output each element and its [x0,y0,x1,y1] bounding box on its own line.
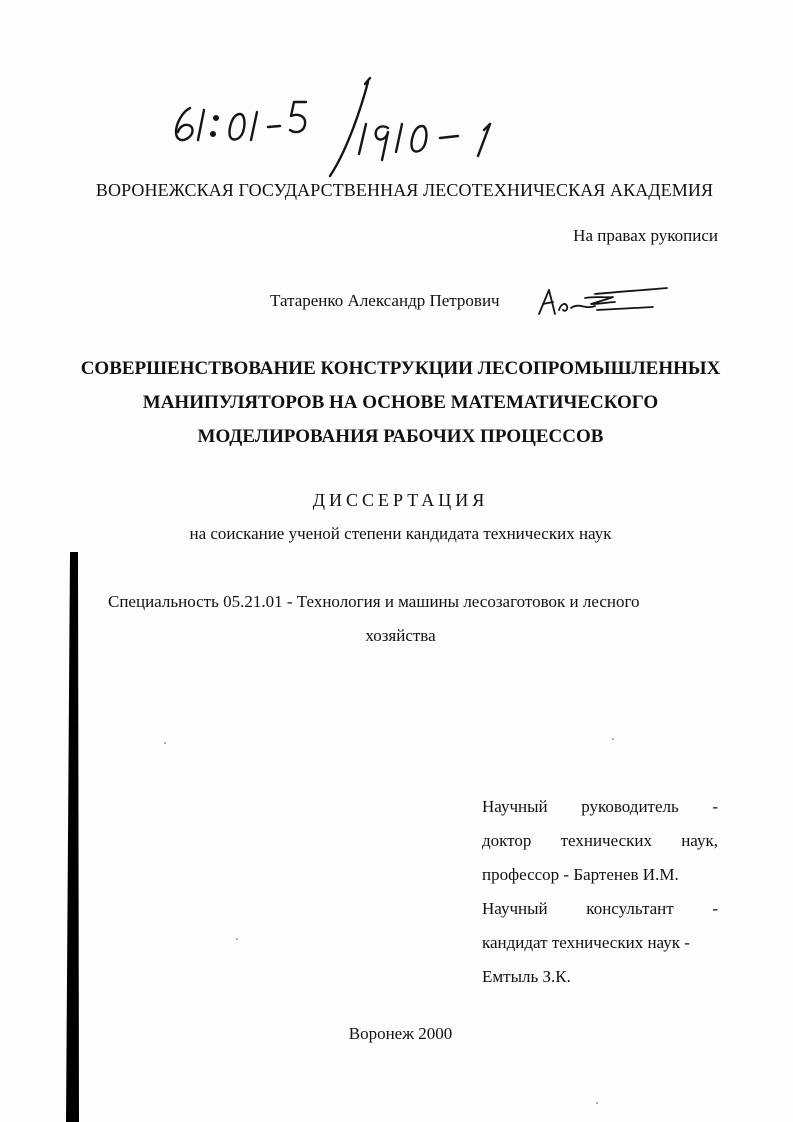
title-line-1: СОВЕРШЕНСТВОВАНИЕ КОНСТРУКЦИИ ЛЕСОПРОМЫШЛЕННЫХ [80,358,721,379]
supervisor-word: доктор [482,831,532,850]
scan-speck [164,742,166,744]
academy-name: ВОРОНЕЖСКАЯ ГОСУДАРСТВЕННАЯ ЛЕСОТЕХНИЧЕСКАЯ АКАДЕМИЯ [95,180,714,200]
consultant-row [482,892,718,926]
supervisor-word: - [712,797,718,816]
title-line-3: МОДЕЛИРОВАНИЯ РАБОЧИХ ПРОЦЕССОВ [197,426,604,447]
handwritten-archive-code [160,72,540,182]
supervisor-row [482,824,718,858]
author-name: Татаренко Александр Петрович [270,291,500,310]
specialty-line-2: хозяйства [365,626,436,645]
scan-speck [596,1102,598,1104]
degree-line: на соискание ученой степени кандидата технических наук [189,524,612,543]
city-year: Воронеж 2000 [348,1024,453,1043]
scan-speck [236,938,238,940]
supervisor-word: наук, [681,831,718,850]
title-line-2: МАНИПУЛЯТОРОВ НА ОСНОВЕ МАТЕМАТИЧЕСКОГО [142,392,659,413]
consultant-word: Научный [482,899,548,918]
supervisors-block [482,790,718,994]
consultant-word: консультант [586,899,674,918]
consultant-degree-row: кандидат технических наук - [482,933,690,952]
specialty-line-1: Специальность 05.21.01 - Технология и машины лесозаготовок и лесного [108,592,640,611]
consultant-name-row: Емтыль З.К. [482,967,571,986]
rights-notice: На правах рукописи [573,226,718,245]
consultant-word: - [712,899,718,918]
supervisor-word: руководитель [581,797,679,816]
supervisor-name-row: профессор - Бартенев И.М. [482,865,679,884]
supervisor-row [482,790,718,824]
author-signature [535,280,675,320]
supervisor-word: Научный [482,797,548,816]
scan-speck [612,738,614,740]
supervisor-word: технических [560,831,652,850]
document-type: ДИССЕРТАЦИЯ [312,490,489,510]
